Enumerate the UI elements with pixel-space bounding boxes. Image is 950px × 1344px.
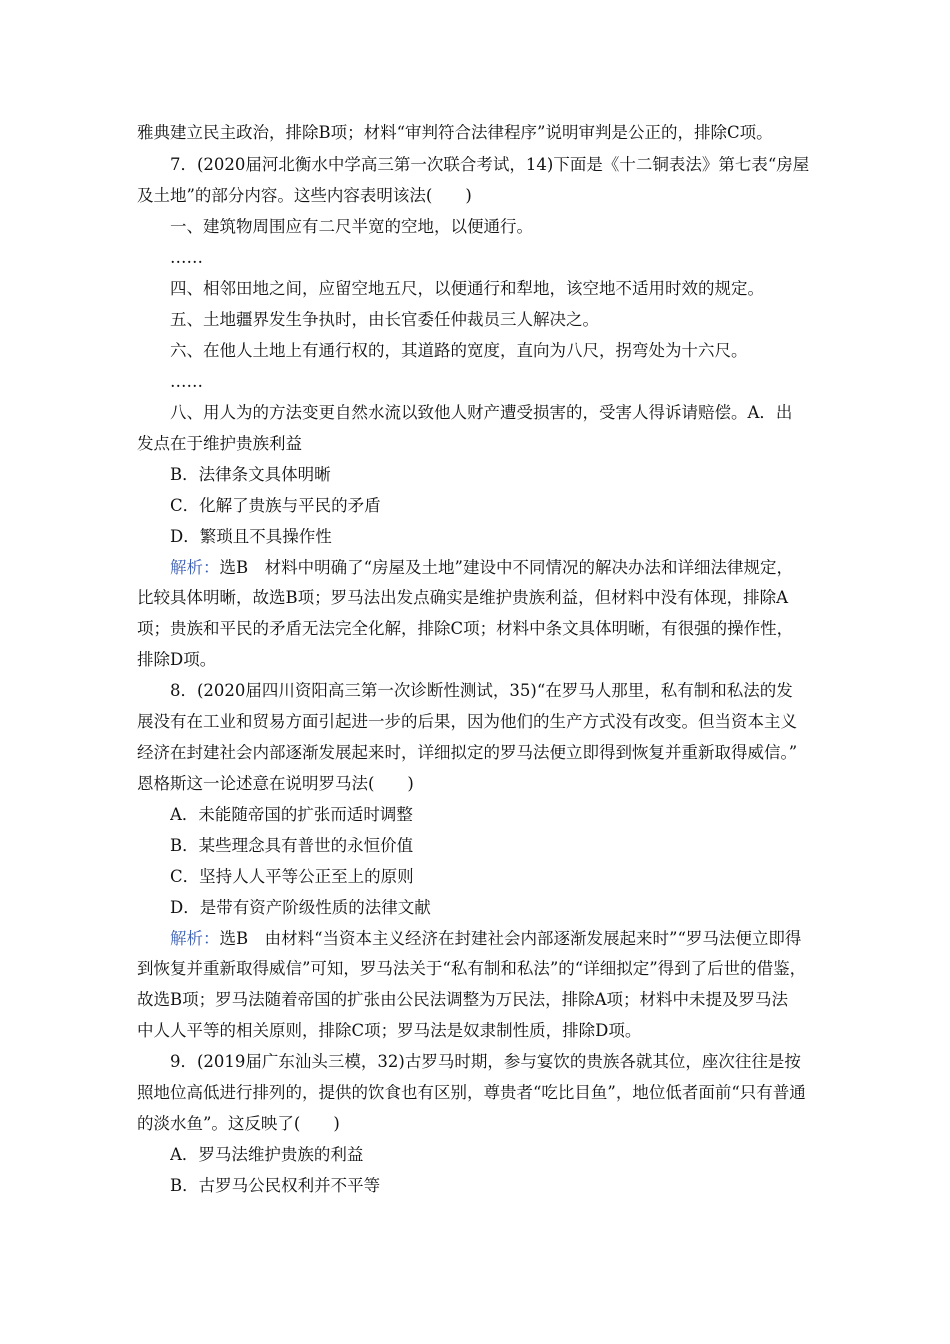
option-a: A．未能随帝国的扩张而适时调整 bbox=[170, 805, 413, 824]
option-c: C．化解了贵族与平民的矛盾 bbox=[170, 496, 381, 515]
law-clause: 一、建筑物周围应有二尺半宽的空地，以便通行。 bbox=[170, 217, 533, 236]
option-b: B．古罗马公民权利并不平等 bbox=[170, 1176, 381, 1195]
text-line: 项；贵族和平民的矛盾无法完全化解，排除C项；材料中条文具体明晰，有很强的操作性， bbox=[137, 619, 794, 638]
text-line: 排除D项。 bbox=[137, 650, 217, 669]
option-d: D．是带有资产阶级性质的法律文献 bbox=[170, 898, 431, 917]
text-line: 及土地”的部分内容。这些内容表明该法( ) bbox=[137, 186, 472, 205]
question-7-stem: 7．(2020届河北衡水中学高三第一次联合考试，14)下面是《十二铜表法》第七表“房屋 bbox=[170, 155, 810, 174]
text-line: 雅典建立民主政治，排除B项；材料“审判符合法律程序”说明审判是公正的，排除C项。 bbox=[137, 123, 773, 142]
text-line: 照地位高低进行排列的，提供的饮食也有区别，尊贵者“吃比目鱼”，地位低者面前“只有普通 bbox=[137, 1083, 806, 1102]
text-line: 的淡水鱼”。这反映了( ) bbox=[137, 1114, 340, 1133]
text-line: 恩格斯这一论述意在说明罗马法( ) bbox=[137, 774, 414, 793]
ellipsis: …… bbox=[170, 248, 203, 267]
analysis-label: 解析： bbox=[170, 558, 220, 577]
option-a: A．罗马法维护贵族的利益 bbox=[170, 1145, 364, 1164]
text-line: 展没有在工业和贸易方面引起进一步的后果，因为他们的生产方式没有改变。但当资本主义 bbox=[137, 712, 797, 731]
analysis-8: 解析：选B 由材料“当资本主义经济在封建社会内部逐渐发展起来时”“罗马法便立即得 bbox=[170, 929, 802, 948]
text-line: 经济在封建社会内部逐渐发展起来时，详细拟定的罗马法便立即得到恢复并重新取得威信。” bbox=[137, 743, 798, 762]
text-line: 到恢复并重新取得威信”可知，罗马法关于“私有制和私法”的“详细拟定”得到了后世的借鉴， bbox=[137, 959, 807, 978]
text-line: 故选B项；罗马法随着帝国的扩张由公民法调整为万民法，排除A项；材料中未提及罗马法 bbox=[137, 990, 789, 1009]
text-line: 中人人平等的相关原则，排除C项；罗马法是奴隶制性质，排除D项。 bbox=[137, 1021, 642, 1040]
option-b: B．某些理念具有普世的永恒价值 bbox=[170, 836, 414, 855]
law-clause: 八、用人为的方法变更自然水流以致他人财产遭受损害的，受害人得诉请赔偿。A．出 bbox=[170, 403, 793, 422]
option-d: D．繁琐且不具操作性 bbox=[170, 527, 332, 546]
text-line: 比较具体明晰，故选B项；罗马法出发点确实是维护贵族利益，但材料中没有体现，排除A bbox=[137, 588, 789, 607]
law-clause: 四、相邻田地之间，应留空地五尺，以便通行和犁地，该空地不适用时效的规定。 bbox=[170, 279, 764, 298]
option-b: B．法律条文具体明晰 bbox=[170, 465, 331, 484]
law-clause: 五、土地疆界发生争执时，由长官委任仲裁员三人解决之。 bbox=[170, 310, 599, 329]
law-clause: 六、在他人土地上有通行权的，其道路的宽度，直向为八尺，拐弯处为十六尺。 bbox=[170, 341, 748, 360]
text-line: 发点在于维护贵族利益 bbox=[137, 434, 302, 453]
option-c: C．坚持人人平等公正至上的原则 bbox=[170, 867, 414, 886]
question-9-stem: 9．(2019届广东汕头三模，32)古罗马时期，参与宴饮的贵族各就其位，座次往往是按 bbox=[170, 1052, 801, 1071]
ellipsis: …… bbox=[170, 372, 203, 391]
question-8-stem: 8．(2020届四川资阳高三第一次诊断性测试，35)“在罗马人那里，私有制和私法的发 bbox=[170, 681, 793, 700]
analysis-label: 解析： bbox=[170, 929, 220, 948]
analysis-7: 解析：选B 材料中明确了“房屋及土地”建设中不同情况的解决办法和详细法律规定， bbox=[170, 558, 793, 577]
